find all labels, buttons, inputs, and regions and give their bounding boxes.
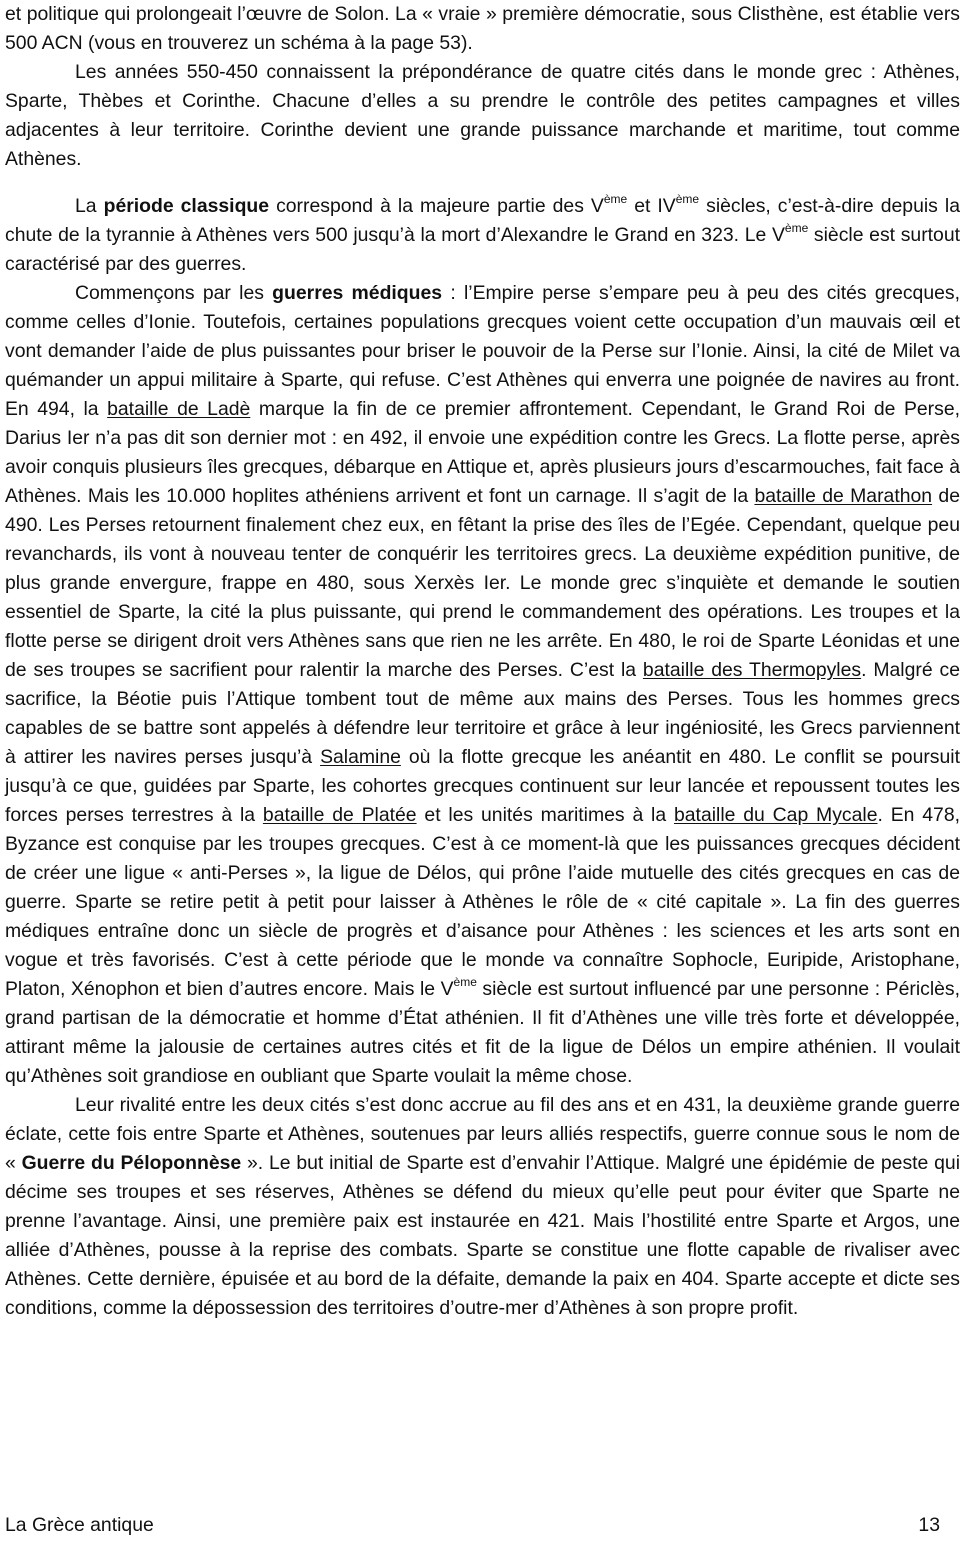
- underlined-term: bataille de Ladè: [107, 398, 251, 420]
- bold-term: guerres médiques: [272, 282, 443, 304]
- text-run: Commençons par les: [75, 282, 273, 304]
- text-run: . Malgré ce sacrifice, la Béotie puis l’Attique tombent tout de même aux mains des Perses. Tous les hommes grecs capables de se battre sont appelés à défendre leur territoire et grâce à leur ingéniosité, les Grecs parviennent à attirer les navires perses jusqu’à: [5, 659, 960, 768]
- text-run: siècles, c’est-à-dire depuis la chute de la tyrannie à Athènes vers 500 jusqu’à la mort d’Alexandre le Grand en 323. Le V: [5, 195, 960, 246]
- underlined-term: bataille du Cap Mycale: [673, 804, 878, 826]
- text-run: La: [75, 195, 104, 217]
- underlined-term: bataille des Thermopyles: [642, 659, 862, 681]
- text-run: siècle est surtout influencé par une personne : Périclès, grand partisan de la démocratie et homme d’État athénien. Il fit d’Athènes une ville très forte et développée, attirant même la jalousie de certaines autres cités et fit de la ligue de Délos un empire athénien. Il voulait qu’Athènes soit grandiose en oubliant que Sparte voulait la même chose.: [5, 978, 960, 1087]
- superscript: ème: [603, 191, 628, 206]
- text-run: et IV: [627, 195, 676, 217]
- text-run: et politique qui prolongeait l’œuvre de Solon. La « vraie » première démocratie, sous Clisthène, est établie vers 500 ACN (vous en trouverez un schéma à la page 53).: [5, 3, 960, 54]
- text-run: et les unités maritimes à la: [416, 804, 674, 826]
- document-page: [5, 0, 960, 1323]
- superscript: ème: [675, 191, 700, 206]
- superscript: ème: [453, 974, 477, 989]
- text-run: Les années 550-450 connaissent la prépondérance de quatre cités dans le monde grec : Athènes, Sparte, Thèbes et Corinthe. Chacune d’elles a su prendre le contrôle des petites campagnes et villes adjacentes à leur territoire. Corinthe devient une grande puissance marchande et maritime, tout comme Athènes.: [5, 61, 960, 170]
- page-footer: [5, 1514, 940, 1537]
- paragraph-continuation: [5, 0, 960, 58]
- text-run: ». Le but initial de Sparte est d’envahir l’Attique. Malgré une épidémie de peste qui décime ses troupes et ses réserves, Athènes se défend du mieux qu’elle peut pour éviter que Sparte ne prenne l’avantage. Ainsi, une première paix est instaurée en 421. Mais l’hostilité entre Sparte et Argos, une alliée d’Athènes, pousse à la reprise des combats. Sparte se constitue une flotte capable de rivaliser avec Athènes. Cette dernière, épuisée et au bord de la défaite, demande la paix en 404. Sparte accepte et dicte ses conditions, comme la dépossession des territoires d’outre-mer d’Athènes à son propre profit.: [5, 1152, 960, 1319]
- page-number: 13: [918, 1514, 940, 1536]
- text-run: marque la fin de ce premier affrontement. Cependant, le Grand Roi de Perse, Darius Ier n’a pas dit son dernier mot : en 492, il envoie une expédition contre les Grecs. La flotte perse, après avoir conquis plusieurs îles grecques, débarque en Attique et, après plusieurs jours d’escarmouches, fait face à Athènes. Mais les 10.000 hoplites athéniens arrivent et font un carnage. Il s’agit de la: [5, 398, 960, 507]
- bold-term: période classique: [103, 195, 270, 217]
- underlined-term: bataille de Platée: [262, 804, 417, 826]
- paragraph-four-cities: [5, 58, 960, 174]
- underlined-term: bataille de Marathon: [754, 485, 933, 507]
- text-run: où la flotte grecque les anéantit en 480. Le conflit se poursuit jusqu’à ce que, guidées par Sparte, les cohortes grecques continuent sur leur lancée et repoussent toutes les forces perses terrestres à la: [5, 746, 960, 826]
- superscript: ème: [784, 220, 809, 235]
- text-run: de 490. Les Perses retournent finalement chez eux, en fêtant la prise des îles de l’Egée. Cependant, quelque peu revanchards, ils vont à nouveau tenter de conquérir les territoires grecs. La deuxième expédition punitive, de plus grande envergure, frappe en 480, sous Xerxès Ier. Le monde grec s’inquiète et demande le soutien essentiel de Sparte, la cité la plus puissante, qui prend le commandement des opérations. Les troupes et la flotte perse se dirigent droit vers Athènes sans que rien ne les arrête. En 480, le roi de Sparte Léonidas et une de ses troupes se sacrifient pour ralentir la marche des Perses. C’est la: [5, 485, 960, 681]
- footer-title: La Grèce antique: [5, 1514, 154, 1536]
- text-run: Leur rivalité entre les deux cités s’est donc accrue au fil des ans et en 431, la deuxième grande guerre éclate, cette fois entre Sparte et Athènes, soutenues par leurs alliés respectifs, guerre connue sous le nom de «: [5, 1094, 960, 1174]
- text-run: . En 478, Byzance est conquise par les troupes grecques. C’est à ce moment-là que les puissances grecques décident de créer une ligue « anti-Perses », la ligue de Délos, qui prône l’aide mutuelle des cités grecques en cas de guerre. Sparte se retire petit à petit pour laisser à Athènes le rôle de « cité capitale ». La fin des guerres médiques entraîne donc un siècle de progrès et d’aisance pour Athènes : les sciences et les arts sont en vogue et très favorisés. C’est à cette période que le monde va connaître Sophocle, Euripide, Aristophane, Platon, Xénophon et bien d’autres encore. Mais le V: [5, 804, 960, 1000]
- text-run: correspond à la majeure partie des V: [269, 195, 604, 217]
- paragraph-peloponnesian-war: [5, 1091, 960, 1323]
- bold-term: Guerre du Péloponnèse: [21, 1152, 242, 1174]
- paragraph-median-wars: [5, 279, 960, 1091]
- text-run: siècle est surtout caractérisé par des guerres.: [5, 224, 960, 275]
- underlined-term: Salamine: [320, 746, 401, 768]
- text-run: : l’Empire perse s’empare peu à peu des cités grecques, comme celles d’Ionie. Toutefois, certaines populations grecques voient cette occupation d’un mauvais œil et vont demander l’aide de plus puissantes pour briser le pouvoir de la Perse sur l’Ionie. Ainsi, la cité de Milet va quémander un appui militaire à Sparte, qui refuse. C’est Athènes qui enverra une poignée de navires au front. En 494, la: [5, 282, 960, 420]
- paragraph-classical-period: [5, 192, 960, 279]
